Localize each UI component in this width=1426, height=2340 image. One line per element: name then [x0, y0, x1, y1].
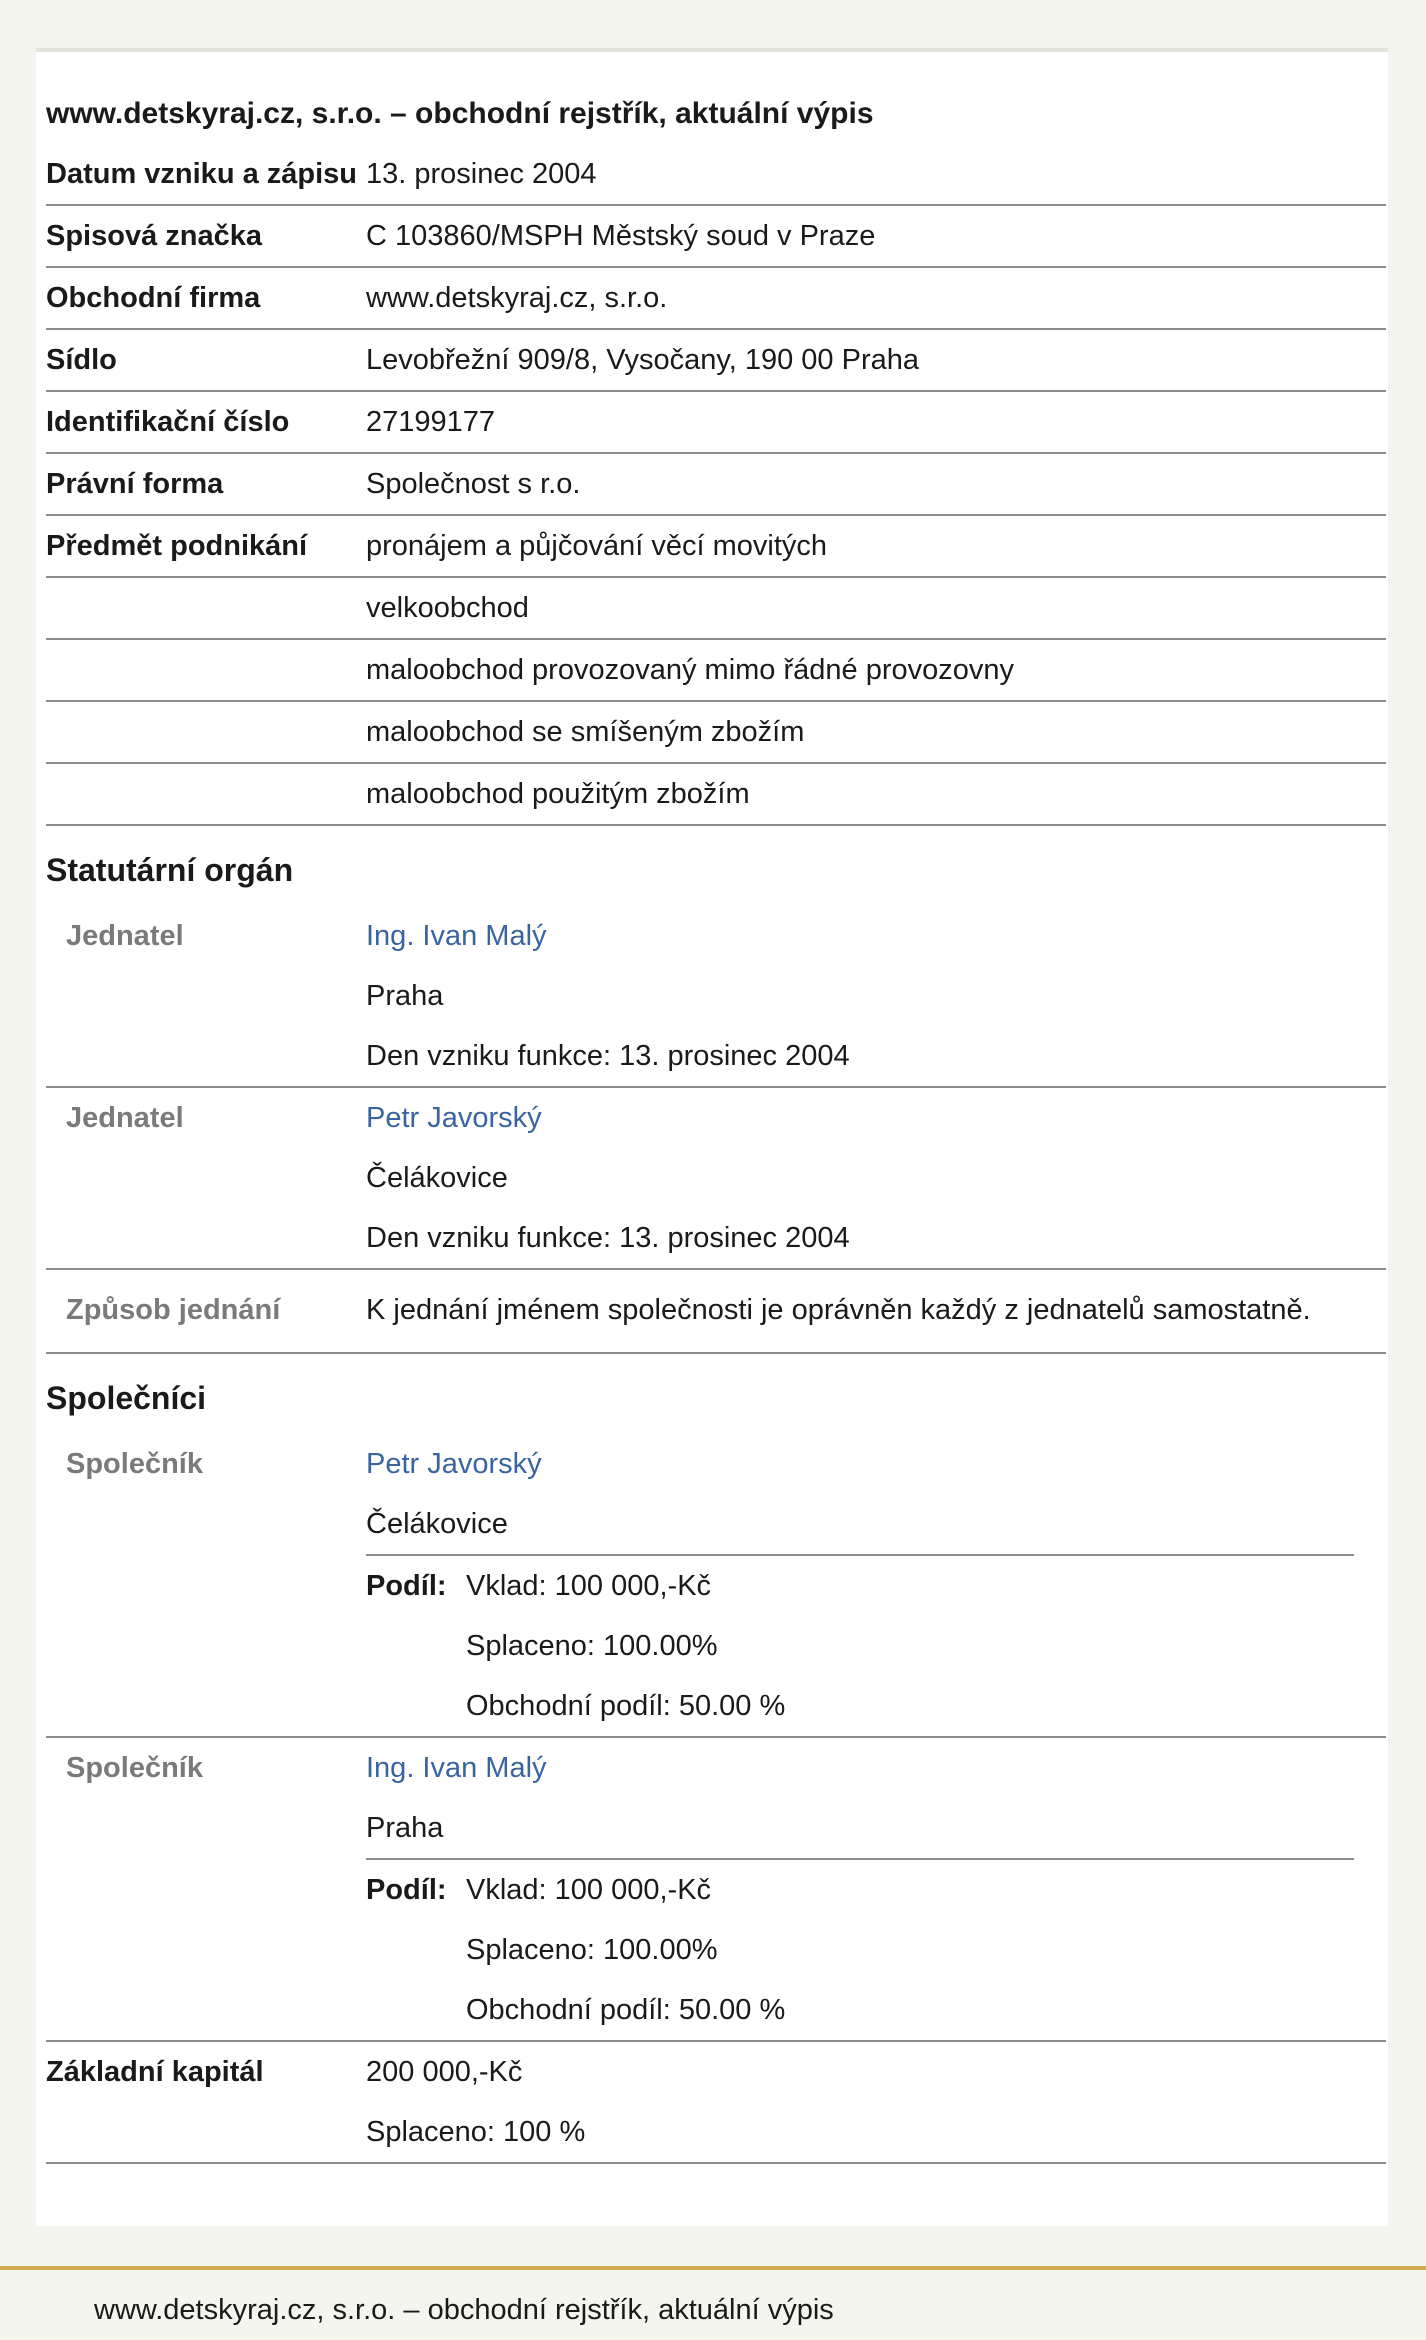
value-spisova-znacka: C 103860/MSPH Městský soud v Praze [366, 220, 876, 252]
podil-label: Podíl: [366, 1570, 447, 1602]
row-spisova-znacka [46, 206, 1386, 268]
person-since: Den vzniku funkce: 13. prosinec 2004 [366, 1040, 850, 1072]
label-zpusob-jednani: Způsob jednání [66, 1294, 281, 1326]
page-footer [0, 2266, 1426, 2340]
row-predmet-3 [46, 640, 1386, 702]
label-obchodni-firma: Obchodní firma [46, 282, 261, 314]
label-jednatel: Jednatel [66, 1102, 184, 1134]
podil-obchodni: Obchodní podíl: 50.00 % [466, 1690, 786, 1722]
row-pravni-forma [46, 454, 1386, 516]
person-since: Den vzniku funkce: 13. prosinec 2004 [366, 1222, 850, 1254]
label-spolecnik: Společník [66, 1752, 203, 1784]
label-zakladni-kapital: Základní kapitál [46, 2056, 264, 2088]
label-jednatel: Jednatel [66, 920, 184, 952]
podil-splaceno: Splaceno: 100.00% [466, 1630, 718, 1662]
value-kapital-splaceno: Splaceno: 100 % [366, 2116, 586, 2148]
value-obchodni-firma: www.detskyraj.cz, s.r.o. [366, 282, 668, 314]
row-spolecnik-1 [46, 1434, 1386, 1738]
value-sidlo: Levobřežní 909/8, Vysočany, 190 00 Praha [366, 344, 919, 376]
person-city: Praha [366, 1812, 444, 1844]
podil-vklad: Vklad: 100 000,-Kč [466, 1570, 712, 1602]
podil-obchodni: Obchodní podíl: 50.00 % [466, 1994, 786, 2026]
podil-label: Podíl: [366, 1874, 447, 1906]
predmet-item: maloobchod použitým zbožím [366, 778, 750, 810]
row-spolecnik-2 [46, 1738, 1386, 2042]
predmet-item: pronájem a půjčování věcí movitých [366, 530, 827, 562]
person-link[interactable]: Petr Javorský [366, 1102, 542, 1134]
page-title: www.detskyraj.cz, s.r.o. – obchodní rejstřík, aktuální výpis [46, 97, 874, 130]
row-ico [46, 392, 1386, 454]
podil-splaceno: Splaceno: 100.00% [466, 1934, 718, 1966]
row-predmet-5 [46, 764, 1386, 826]
value-zakladni-kapital: 200 000,-Kč [366, 2056, 523, 2088]
footer-text: www.detskyraj.cz, s.r.o. – obchodní rejstřík, aktuální výpis [94, 2294, 834, 2326]
label-pravni-forma: Právní forma [46, 468, 224, 500]
row-predmet-1 [46, 516, 1386, 578]
label-ico: Identifikační číslo [46, 406, 290, 438]
label-spisova-znacka: Spisová značka [46, 220, 262, 252]
registry-card [36, 48, 1388, 2226]
person-city: Čelákovice [366, 1508, 508, 1540]
section-title-statutarni: Statutární orgán [46, 852, 294, 888]
predmet-item: maloobchod provozovaný mimo řádné provozovny [366, 654, 1015, 686]
person-link[interactable]: Ing. Ivan Malý [366, 920, 547, 952]
value-zpusob-jednani: K jednání jménem společnosti je oprávněn každý z jednatelů samostatně. [366, 1294, 1311, 1326]
label-spolecnik: Společník [66, 1448, 203, 1480]
label-predmet-podnikani: Předmět podnikání [46, 530, 308, 562]
row-zakladni-kapital [46, 2042, 1386, 2164]
person-link[interactable]: Ing. Ivan Malý [366, 1752, 547, 1784]
row-jednatel-2 [46, 1088, 1386, 1270]
podil-block [366, 1556, 1386, 1736]
podil-block [366, 1860, 1386, 2040]
person-city: Praha [366, 980, 444, 1012]
predmet-item: maloobchod se smíšeným zbožím [366, 716, 805, 748]
label-datum-vzniku: Datum vzniku a zápisu [46, 158, 358, 190]
row-jednatel-1 [46, 906, 1386, 1088]
person-link[interactable]: Petr Javorský [366, 1448, 542, 1480]
row-zpusob-jednani [46, 1270, 1386, 1354]
section-title-spolecnici: Společníci [46, 1380, 207, 1416]
label-sidlo: Sídlo [46, 344, 117, 376]
row-predmet-4 [46, 702, 1386, 764]
row-predmet-2 [46, 578, 1386, 640]
value-pravni-forma: Společnost s r.o. [366, 468, 581, 500]
row-obchodni-firma [46, 268, 1386, 330]
predmet-item: velkoobchod [366, 592, 529, 624]
podil-vklad: Vklad: 100 000,-Kč [466, 1874, 712, 1906]
row-sidlo [46, 330, 1386, 392]
value-datum-vzniku: 13. prosinec 2004 [366, 158, 597, 190]
registry-content [46, 96, 1386, 2164]
value-ico: 27199177 [366, 406, 496, 438]
row-datum-vzniku [46, 144, 1386, 206]
person-city: Čelákovice [366, 1162, 508, 1194]
